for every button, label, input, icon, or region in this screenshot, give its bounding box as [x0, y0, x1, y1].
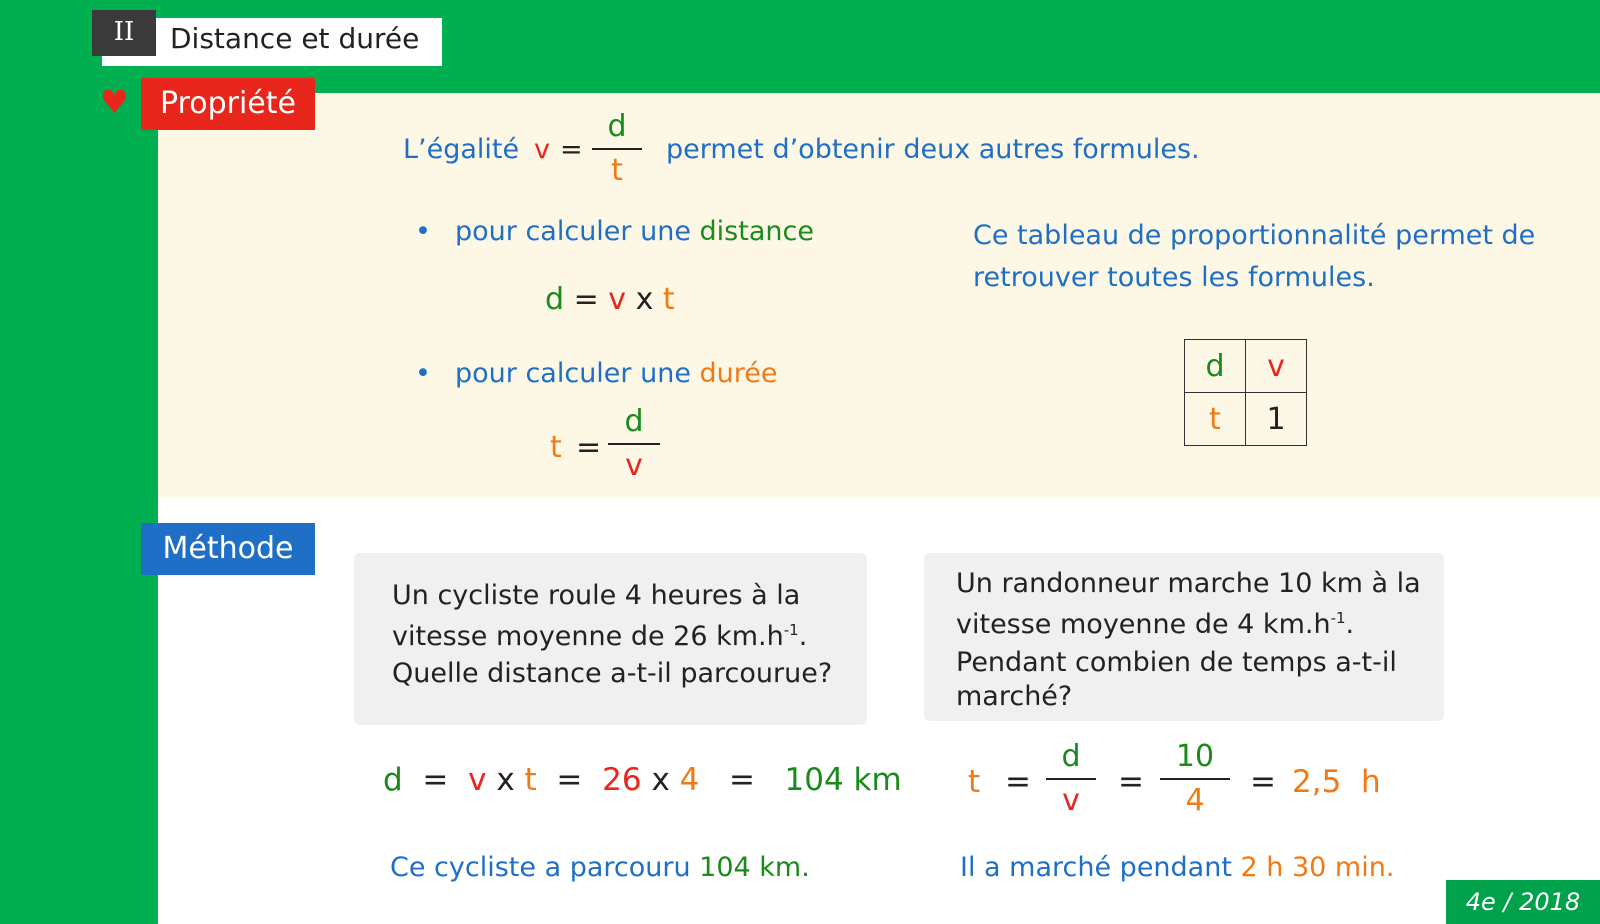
card2-line1: Un randonneur marche 10 km à la	[956, 568, 1421, 599]
bullet-distance-key: distance	[699, 216, 814, 247]
card2-line4: marché?	[956, 681, 1073, 712]
calc2-den2: 4	[1185, 783, 1205, 818]
calc2-fraction2	[1160, 740, 1230, 818]
formula2-t: t	[550, 430, 562, 465]
answer2-value: 2 h 30 min.	[1240, 852, 1395, 883]
formula2-num: d	[624, 404, 644, 439]
calc1-eq2: =	[556, 762, 583, 798]
calc1-result: 104 km	[784, 762, 902, 798]
section-title: Distance et durée	[170, 22, 420, 55]
calc1-d: d	[383, 762, 403, 798]
formula2-fraction	[608, 405, 660, 483]
formula-x: x	[635, 282, 654, 317]
card1-line2-end: .	[798, 621, 808, 652]
table-cell-1: 1	[1246, 393, 1307, 446]
calc2-num1: d	[1061, 739, 1081, 774]
calc2-den1: v	[1062, 783, 1080, 818]
answer-cyclist	[390, 852, 810, 883]
card1-line2	[392, 613, 807, 654]
methode-label: Méthode	[141, 523, 315, 575]
calc1-eq1: =	[422, 762, 449, 798]
card1-line1: Un cycliste roule 4 heures à la	[392, 580, 801, 611]
card1-line2-text: vitesse moyenne de 26 km.h	[392, 621, 784, 652]
calc1-b: 4	[679, 762, 700, 798]
table-cell-v: v	[1246, 340, 1307, 393]
calc1-a: 26	[602, 762, 642, 798]
fraction-bar	[1046, 778, 1096, 780]
formula2-den: v	[625, 448, 643, 483]
fraction-bar	[1160, 778, 1230, 780]
calc1-x2: x	[651, 762, 670, 798]
bullet-dot: •	[415, 358, 431, 389]
card2-line2	[956, 601, 1354, 642]
table-note-line1: Ce tableau de proportionnalité permet de	[973, 220, 1536, 251]
calc1-eq3: =	[728, 762, 755, 798]
intro-fraction-num: d	[607, 109, 627, 144]
card1-exponent: -1	[783, 621, 799, 639]
bullet-distance-text: pour calculer une	[455, 216, 691, 247]
intro-prefix: L’égalité	[403, 134, 520, 165]
calc-distance	[383, 762, 902, 798]
answer1-text: Ce cycliste a parcouru	[390, 852, 691, 883]
problem-card-hiker	[924, 553, 1444, 721]
card2-exponent: -1	[1330, 609, 1346, 627]
answer1-value: 104 km.	[699, 852, 810, 883]
footer-label: 4e / 2018	[1446, 880, 1600, 924]
calc2-fraction1	[1046, 740, 1096, 818]
intro-fraction-den: t	[611, 153, 623, 188]
bullet-duree-text: pour calculer une	[455, 358, 691, 389]
bullet-duree	[455, 358, 778, 389]
calc2-t: t	[968, 764, 981, 800]
table-cell-t: t	[1185, 393, 1246, 446]
calc2-eq1: =	[1005, 764, 1031, 800]
calc1-v: v	[468, 762, 487, 798]
calc2-eq3: =	[1250, 764, 1276, 800]
calc2-result: 2,5 h	[1292, 764, 1381, 800]
fraction-bar	[592, 148, 642, 150]
intro-v: v	[534, 134, 550, 165]
calc1-x1: x	[496, 762, 515, 798]
problem-card-cyclist	[354, 553, 867, 725]
calc1-t: t	[524, 762, 537, 798]
fraction-bar	[608, 443, 660, 445]
proportionality-table	[1184, 339, 1307, 446]
bullet-dot: •	[415, 216, 431, 247]
section-number: II	[92, 10, 156, 56]
formula-t: t	[662, 282, 675, 317]
bullet-distance	[455, 216, 814, 247]
card2-line2-text: vitesse moyenne de 4 km.h	[956, 609, 1331, 640]
card1-line3: Quelle distance a-t-il parcourue?	[392, 658, 833, 689]
calc2-eq2: =	[1118, 764, 1144, 800]
intro-fraction	[592, 110, 642, 188]
calc2-num2: 10	[1175, 739, 1215, 774]
table-cell-d: d	[1185, 340, 1246, 393]
card2-line3: Pendant combien de temps a-t-il	[956, 647, 1397, 678]
answer2-text: Il a marché pendant	[960, 852, 1232, 883]
formula-eq: =	[573, 282, 599, 317]
card2-line2-end: .	[1345, 609, 1355, 640]
bullet-duree-key: durée	[699, 358, 778, 389]
intro-suffix: permet d’obtenir deux autres formules.	[666, 134, 1200, 165]
table-note-line2: retrouver toutes les formules.	[973, 262, 1375, 293]
formula-v: v	[608, 282, 627, 317]
formula-distance	[545, 282, 675, 317]
formula2-eq: =	[576, 430, 602, 465]
propriete-label: Propriété	[141, 78, 315, 130]
answer-hiker	[960, 852, 1394, 883]
formula-d: d	[545, 282, 565, 317]
intro-equals: =	[560, 134, 583, 165]
heart-icon: ♥	[100, 83, 129, 121]
